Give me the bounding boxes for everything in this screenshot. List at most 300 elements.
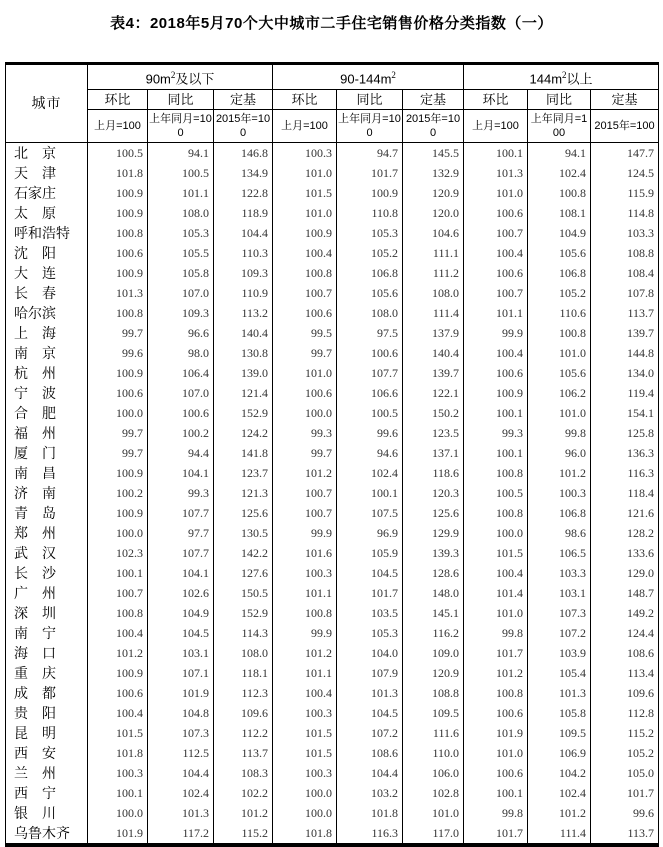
index-value: 105.3 xyxy=(337,223,403,243)
table-row xyxy=(6,723,659,743)
index-value: 100.1 xyxy=(464,143,528,164)
index-value: 109.6 xyxy=(214,703,273,723)
index-value: 107.2 xyxy=(528,623,591,643)
index-value: 101.7 xyxy=(337,583,403,603)
index-value: 105.4 xyxy=(528,663,591,683)
city-name: 成 都 xyxy=(6,683,88,703)
index-value: 108.8 xyxy=(591,243,659,263)
superscript-2: 2 xyxy=(170,70,176,80)
index-value: 100.8 xyxy=(528,183,591,203)
index-value: 100.0 xyxy=(273,783,337,803)
index-value: 103.1 xyxy=(148,643,214,663)
index-value: 100.5 xyxy=(337,403,403,423)
page-title: 表4：2018年5月70个大中城市二手住宅销售价格分类指数（一） xyxy=(110,15,553,32)
base-header-last-month: 上月=100 xyxy=(273,110,337,143)
index-value: 144.8 xyxy=(591,343,659,363)
index-value: 101.2 xyxy=(528,803,591,823)
index-value: 107.8 xyxy=(591,283,659,303)
index-value: 146.8 xyxy=(214,143,273,164)
index-value: 106.8 xyxy=(337,263,403,283)
table-row xyxy=(6,583,659,603)
index-value: 110.6 xyxy=(528,303,591,323)
index-value: 101.5 xyxy=(88,723,148,743)
index-value: 99.9 xyxy=(273,623,337,643)
table-row xyxy=(6,603,659,623)
city-name: 兰 州 xyxy=(6,763,88,783)
index-value: 101.2 xyxy=(88,643,148,663)
index-value: 101.9 xyxy=(88,823,148,845)
table-row xyxy=(6,283,659,303)
index-value: 99.7 xyxy=(88,423,148,443)
index-value: 100.6 xyxy=(464,363,528,383)
table-row xyxy=(6,263,659,283)
index-value: 96.6 xyxy=(148,323,214,343)
index-value: 105.6 xyxy=(528,363,591,383)
index-value: 125.6 xyxy=(403,503,464,523)
city-name: 长 沙 xyxy=(6,563,88,583)
index-value: 101.7 xyxy=(337,163,403,183)
index-value: 99.8 xyxy=(464,803,528,823)
index-value: 100.8 xyxy=(464,683,528,703)
index-value: 108.0 xyxy=(337,303,403,323)
city-name: 石家庄 xyxy=(6,183,88,203)
index-value: 133.6 xyxy=(591,543,659,563)
index-value: 101.4 xyxy=(464,583,528,603)
index-value: 100.6 xyxy=(88,243,148,263)
table-body xyxy=(6,143,659,846)
index-value: 100.0 xyxy=(88,523,148,543)
index-value: 96.0 xyxy=(528,443,591,463)
index-value: 105.0 xyxy=(591,763,659,783)
index-value: 115.2 xyxy=(214,823,273,845)
base-header-same-month-last-year: 上年同月=100 xyxy=(528,110,591,143)
index-value: 124.5 xyxy=(591,163,659,183)
index-value: 102.8 xyxy=(403,783,464,803)
index-value: 137.1 xyxy=(403,443,464,463)
index-value: 101.2 xyxy=(214,803,273,823)
city-name: 哈尔滨 xyxy=(6,303,88,323)
index-value: 100.8 xyxy=(528,323,591,343)
table-row xyxy=(6,343,659,363)
index-value: 99.9 xyxy=(273,523,337,543)
index-value: 107.0 xyxy=(148,283,214,303)
base-header-same-month-last-year: 上年同月=100 xyxy=(148,110,214,143)
index-value: 116.3 xyxy=(337,823,403,845)
index-value: 101.0 xyxy=(464,743,528,763)
index-value: 100.8 xyxy=(273,603,337,623)
index-value: 129.0 xyxy=(591,563,659,583)
table-row xyxy=(6,663,659,683)
index-value: 113.7 xyxy=(591,303,659,323)
index-value: 104.4 xyxy=(148,763,214,783)
index-value: 100.2 xyxy=(88,483,148,503)
index-value: 100.7 xyxy=(464,223,528,243)
index-value: 118.1 xyxy=(214,663,273,683)
table-row xyxy=(6,383,659,403)
city-name: 长 春 xyxy=(6,283,88,303)
index-value: 99.3 xyxy=(464,423,528,443)
index-value: 128.6 xyxy=(403,563,464,583)
city-name: 宁 波 xyxy=(6,383,88,403)
index-value: 101.0 xyxy=(464,183,528,203)
index-value: 94.7 xyxy=(337,143,403,164)
index-value: 108.4 xyxy=(591,263,659,283)
table-row xyxy=(6,183,659,203)
index-value: 100.1 xyxy=(464,443,528,463)
index-value: 100.2 xyxy=(148,423,214,443)
index-value: 104.4 xyxy=(214,223,273,243)
index-value: 123.5 xyxy=(403,423,464,443)
index-value: 105.6 xyxy=(528,243,591,263)
city-name: 海 口 xyxy=(6,643,88,663)
index-value: 102.3 xyxy=(88,543,148,563)
index-value: 101.8 xyxy=(88,743,148,763)
table-row xyxy=(6,163,659,183)
base-header-same-month-last-year: 上年同月=100 xyxy=(337,110,403,143)
index-value: 154.1 xyxy=(591,403,659,423)
index-value: 132.9 xyxy=(403,163,464,183)
city-column-header: 城市 xyxy=(6,64,88,143)
index-value: 101.5 xyxy=(273,743,337,763)
index-value: 101.2 xyxy=(273,643,337,663)
superscript-2: 2 xyxy=(391,70,396,80)
index-value: 109.0 xyxy=(403,643,464,663)
index-value: 107.7 xyxy=(337,363,403,383)
index-value: 150.5 xyxy=(214,583,273,603)
index-value: 100.4 xyxy=(273,683,337,703)
metric-header-fixed-base: 定基 xyxy=(214,90,273,110)
index-value: 101.0 xyxy=(528,343,591,363)
index-value: 100.3 xyxy=(528,483,591,503)
index-value: 100.5 xyxy=(464,483,528,503)
index-value: 100.0 xyxy=(273,403,337,423)
index-value: 100.3 xyxy=(273,563,337,583)
index-value: 101.0 xyxy=(403,803,464,823)
metric-header-yoy: 同比 xyxy=(148,90,214,110)
table-row xyxy=(6,243,659,263)
metric-header-fixed-base: 定基 xyxy=(403,90,464,110)
base-header-last-month: 上月=100 xyxy=(88,110,148,143)
index-value: 104.2 xyxy=(528,763,591,783)
index-value: 107.5 xyxy=(337,503,403,523)
superscript-2: 2 xyxy=(562,70,567,80)
city-name: 大 连 xyxy=(6,263,88,283)
index-value: 140.4 xyxy=(403,343,464,363)
index-value: 103.1 xyxy=(528,583,591,603)
index-value: 100.6 xyxy=(337,343,403,363)
index-value: 130.8 xyxy=(214,343,273,363)
index-value: 101.8 xyxy=(273,823,337,845)
index-value: 120.9 xyxy=(403,183,464,203)
index-value: 106.8 xyxy=(528,503,591,523)
base-header-last-month: 上月=100 xyxy=(464,110,528,143)
index-value: 101.9 xyxy=(148,683,214,703)
index-value: 100.1 xyxy=(464,783,528,803)
index-value: 124.2 xyxy=(214,423,273,443)
index-value: 101.2 xyxy=(528,463,591,483)
table-row xyxy=(6,643,659,663)
index-value: 98.6 xyxy=(528,523,591,543)
index-value: 111.4 xyxy=(528,823,591,845)
index-value: 103.3 xyxy=(591,223,659,243)
index-value: 148.0 xyxy=(403,583,464,603)
index-value: 106.9 xyxy=(528,743,591,763)
index-value: 120.0 xyxy=(403,203,464,223)
city-name: 沈 阳 xyxy=(6,243,88,263)
index-value: 99.6 xyxy=(88,343,148,363)
index-value: 100.0 xyxy=(88,403,148,423)
index-value: 94.1 xyxy=(528,143,591,164)
index-value: 101.8 xyxy=(337,803,403,823)
index-value: 104.8 xyxy=(148,703,214,723)
index-value: 103.3 xyxy=(528,563,591,583)
table-row xyxy=(6,483,659,503)
index-value: 100.4 xyxy=(464,563,528,583)
index-value: 100.4 xyxy=(88,623,148,643)
index-value: 105.2 xyxy=(591,743,659,763)
index-value: 111.4 xyxy=(403,303,464,323)
table-row xyxy=(6,523,659,543)
index-value: 101.0 xyxy=(273,363,337,383)
index-value: 105.6 xyxy=(337,283,403,303)
table-row xyxy=(6,323,659,343)
index-value: 100.4 xyxy=(464,243,528,263)
index-value: 119.4 xyxy=(591,383,659,403)
index-value: 101.1 xyxy=(273,663,337,683)
index-value: 116.3 xyxy=(591,463,659,483)
city-name: 武 汉 xyxy=(6,543,88,563)
index-value: 107.9 xyxy=(337,663,403,683)
index-value: 107.0 xyxy=(148,383,214,403)
index-value: 101.5 xyxy=(273,723,337,743)
index-value: 101.7 xyxy=(591,783,659,803)
index-value: 99.8 xyxy=(528,423,591,443)
index-value: 98.0 xyxy=(148,343,214,363)
index-value: 101.9 xyxy=(464,723,528,743)
table-row xyxy=(6,443,659,463)
index-value: 124.4 xyxy=(591,623,659,643)
index-value: 100.1 xyxy=(464,403,528,423)
index-value: 145.5 xyxy=(403,143,464,164)
index-value: 140.4 xyxy=(214,323,273,343)
city-name: 济 南 xyxy=(6,483,88,503)
index-value: 100.0 xyxy=(88,803,148,823)
index-value: 99.9 xyxy=(464,323,528,343)
index-value: 101.2 xyxy=(464,663,528,683)
index-value: 100.8 xyxy=(464,463,528,483)
index-value: 100.7 xyxy=(273,483,337,503)
index-value: 105.8 xyxy=(528,703,591,723)
index-value: 101.5 xyxy=(273,183,337,203)
index-value: 110.0 xyxy=(403,743,464,763)
index-value: 108.8 xyxy=(403,683,464,703)
index-value: 101.7 xyxy=(464,643,528,663)
index-value: 139.7 xyxy=(591,323,659,343)
index-value: 100.6 xyxy=(88,383,148,403)
index-value: 99.6 xyxy=(337,423,403,443)
index-value: 99.7 xyxy=(273,343,337,363)
index-value: 97.5 xyxy=(337,323,403,343)
index-value: 100.6 xyxy=(464,203,528,223)
index-value: 102.4 xyxy=(148,783,214,803)
city-name: 西 宁 xyxy=(6,783,88,803)
index-value: 100.6 xyxy=(88,683,148,703)
table-row xyxy=(6,743,659,763)
index-value: 108.0 xyxy=(148,203,214,223)
index-value: 100.3 xyxy=(88,763,148,783)
index-value: 100.7 xyxy=(273,503,337,523)
index-value: 100.9 xyxy=(273,223,337,243)
index-value: 101.3 xyxy=(88,283,148,303)
index-value: 99.5 xyxy=(273,323,337,343)
table-row xyxy=(6,143,659,164)
index-value: 139.3 xyxy=(403,543,464,563)
index-value: 100.8 xyxy=(88,223,148,243)
index-value: 102.4 xyxy=(528,163,591,183)
table-row xyxy=(6,403,659,423)
index-value: 103.9 xyxy=(528,643,591,663)
city-name: 昆 明 xyxy=(6,723,88,743)
index-value: 101.1 xyxy=(148,183,214,203)
index-value: 105.3 xyxy=(337,623,403,643)
index-value: 100.5 xyxy=(88,143,148,164)
index-value: 100.1 xyxy=(88,563,148,583)
price-index-table xyxy=(5,62,659,847)
index-value: 104.9 xyxy=(528,223,591,243)
index-value: 100.1 xyxy=(337,483,403,503)
city-name: 南 昌 xyxy=(6,463,88,483)
index-value: 125.8 xyxy=(591,423,659,443)
index-value: 100.6 xyxy=(273,303,337,323)
index-value: 122.8 xyxy=(214,183,273,203)
index-value: 137.9 xyxy=(403,323,464,343)
table-row xyxy=(6,783,659,803)
index-value: 111.6 xyxy=(403,723,464,743)
city-name: 西 安 xyxy=(6,743,88,763)
index-value: 100.9 xyxy=(88,183,148,203)
index-value: 94.1 xyxy=(148,143,214,164)
table-header xyxy=(6,64,659,143)
index-value: 109.3 xyxy=(148,303,214,323)
index-value: 106.6 xyxy=(337,383,403,403)
index-value: 115.9 xyxy=(591,183,659,203)
index-value: 100.4 xyxy=(273,243,337,263)
index-value: 100.0 xyxy=(273,803,337,823)
table-row xyxy=(6,223,659,243)
index-value: 104.1 xyxy=(148,463,214,483)
index-value: 136.3 xyxy=(591,443,659,463)
city-name: 重 庆 xyxy=(6,663,88,683)
index-value: 100.9 xyxy=(88,203,148,223)
index-value: 118.6 xyxy=(403,463,464,483)
metric-header-yoy: 同比 xyxy=(337,90,403,110)
index-value: 97.7 xyxy=(148,523,214,543)
index-value: 100.8 xyxy=(273,263,337,283)
index-value: 110.3 xyxy=(214,243,273,263)
base-header-2015: 2015年=100 xyxy=(403,110,464,143)
metric-header-mom: 环比 xyxy=(464,90,528,110)
index-value: 100.9 xyxy=(88,263,148,283)
index-value: 107.3 xyxy=(148,723,214,743)
index-value: 150.2 xyxy=(403,403,464,423)
table-row xyxy=(6,763,659,783)
index-value: 112.5 xyxy=(148,743,214,763)
index-value: 113.4 xyxy=(591,663,659,683)
index-value: 139.7 xyxy=(403,363,464,383)
index-value: 99.8 xyxy=(464,623,528,643)
index-value: 116.2 xyxy=(403,623,464,643)
index-value: 104.0 xyxy=(337,643,403,663)
index-value: 101.1 xyxy=(464,303,528,323)
table-row xyxy=(6,803,659,823)
index-value: 118.9 xyxy=(214,203,273,223)
index-value: 100.6 xyxy=(464,263,528,283)
index-value: 152.9 xyxy=(214,403,273,423)
index-value: 120.3 xyxy=(403,483,464,503)
index-value: 101.1 xyxy=(273,583,337,603)
table-row xyxy=(6,563,659,583)
index-value: 107.1 xyxy=(148,663,214,683)
city-name: 南 宁 xyxy=(6,623,88,643)
table-row xyxy=(6,703,659,723)
index-value: 101.3 xyxy=(337,683,403,703)
index-value: 106.4 xyxy=(148,363,214,383)
index-value: 104.6 xyxy=(403,223,464,243)
index-value: 104.1 xyxy=(148,563,214,583)
index-value: 115.2 xyxy=(591,723,659,743)
index-value: 102.4 xyxy=(337,463,403,483)
index-value: 101.8 xyxy=(88,163,148,183)
index-value: 100.9 xyxy=(88,503,148,523)
index-value: 102.2 xyxy=(214,783,273,803)
index-value: 120.9 xyxy=(403,663,464,683)
index-value: 134.0 xyxy=(591,363,659,383)
index-value: 108.0 xyxy=(214,643,273,663)
index-value: 107.7 xyxy=(148,503,214,523)
index-value: 108.6 xyxy=(337,743,403,763)
index-value: 107.7 xyxy=(148,543,214,563)
index-value: 112.8 xyxy=(591,703,659,723)
index-value: 100.1 xyxy=(88,783,148,803)
index-value: 100.3 xyxy=(273,763,337,783)
index-value: 101.0 xyxy=(273,203,337,223)
index-value: 100.7 xyxy=(464,283,528,303)
index-value: 105.2 xyxy=(337,243,403,263)
index-value: 107.3 xyxy=(528,603,591,623)
index-value: 111.2 xyxy=(403,263,464,283)
table-row xyxy=(6,423,659,443)
index-value: 112.2 xyxy=(214,723,273,743)
index-value: 100.4 xyxy=(88,703,148,723)
index-value: 111.1 xyxy=(403,243,464,263)
index-value: 99.7 xyxy=(273,443,337,463)
city-name: 银 川 xyxy=(6,803,88,823)
index-value: 130.5 xyxy=(214,523,273,543)
index-value: 108.1 xyxy=(528,203,591,223)
index-value: 125.6 xyxy=(214,503,273,523)
group-header-144-above: $144m^2$以上 xyxy=(464,64,659,90)
index-value: 145.1 xyxy=(403,603,464,623)
index-value: 112.3 xyxy=(214,683,273,703)
index-value: 109.6 xyxy=(591,683,659,703)
index-value: 101.0 xyxy=(273,163,337,183)
index-value: 104.5 xyxy=(148,623,214,643)
base-header-2015: 2015年=100 xyxy=(591,110,659,143)
index-value: 103.5 xyxy=(337,603,403,623)
index-value: 99.6 xyxy=(591,803,659,823)
index-value: 121.6 xyxy=(591,503,659,523)
index-value: 100.5 xyxy=(148,163,214,183)
